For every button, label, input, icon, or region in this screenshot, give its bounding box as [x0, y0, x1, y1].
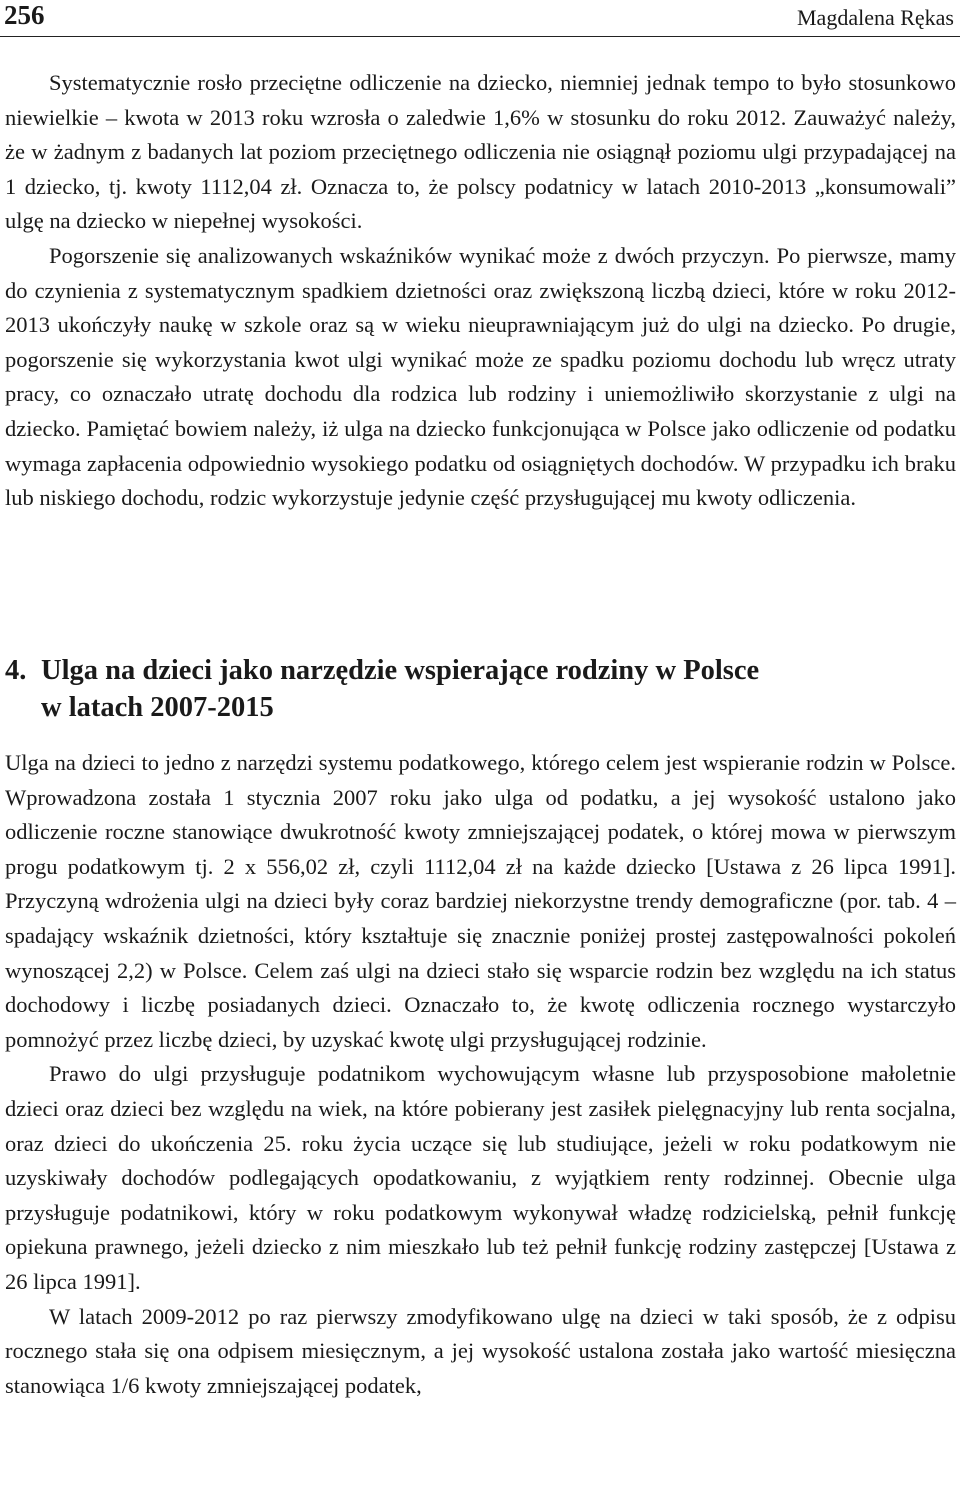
section-number: 4. — [5, 655, 27, 686]
section-title-line2: w latach 2007-2015 — [41, 692, 274, 723]
body-text-top — [5, 66, 956, 516]
page-number: 256 — [4, 0, 45, 30]
body-text-bottom — [5, 746, 956, 1403]
section-heading — [5, 652, 956, 726]
paragraph: W latach 2009-2012 po raz pierwszy zmodyfikowano ulgę na dzieci w taki sposób, że z odpisu rocznego stała się ona odpisem miesięcznym, a jej wysokość ustalona została jako wartość miesięczna stanowiąca 1/6 kwoty zmniejszającej podatek, — [5, 1303, 956, 1398]
paragraph: Pogorszenie się analizowanych wskaźników wynikać może z dwóch przyczyn. Po pierwsze, mamy do czynienia z systematycznym spadkiem dzietności oraz zwiększoną liczbą dzieci, które w roku 2012-2013 ukończyły naukę w szkole oraz są w wieku nieuprawniającym już do ulgi na dziecko. Po drugie, pogorszenie się wykorzystania kwot ulgi wynikać może ze spadku poziomu dochodu lub wręcz utraty pracy, co oznaczało utratę dochodu dla rodzica lub rodziny i uniemożliwiło skorzystanie z ulgi na dziecko. Pamiętać bowiem należy, iż ulga na dziecko funkcjonująca w Polsce jako odliczenie od podatku wymaga zapłacenia odpowiednio wysokiego podatku od osiągniętych dochodów. W przypadku ich braku lub niskiego dochodu, rodzic wykorzystuje jedynie część przysługującej mu kwoty odliczenia. — [5, 242, 956, 511]
page-header — [0, 0, 960, 37]
paragraph: Ulga na dzieci to jedno z narzędzi systemu podatkowego, którego celem jest wspieranie rodzin w Polsce. Wprowadzona została 1 stycznia 2007 roku jako ulga od podatku, a jej wysokość ustalono jako odliczenie roczne stanowiące dwukrotność kwoty zmniejszającej podatek, o której mowa w pierwszym progu podatkowym tj. 2 x 556,02 zł, czyli 1112,04 zł na każde dziecko [Ustawa z 26 lipca 1991]. Przyczyną wdrożenia ulgi na dzieci były coraz bardziej niekorzystne trendy demograficzne (por. tab. 4 – spadający wskaźnik dzietności, który kształtuje się znacznie poniżej prostej zastępowalności pokoleń wynoszącej 2,2) w Polsce. Celem zaś ulgi na dzieci stało się wsparcie rodzin bez względu na ich status dochodowy i liczbę posiadanych dzieci. Oznaczało to, że kwotę odliczenia rocznego wystarczyło pomnożyć przez liczbę dzieci, by uzyskać kwotę ulgi przysługującej rodzinie. — [5, 750, 956, 1052]
paragraph: Systematycznie rosło przeciętne odliczenie na dziecko, niemniej jednak tempo to było stosunkowo niewielkie – kwota w 2013 roku wzrosła o zaledwie 1,6% w stosunku do roku 2012. Zauważyć należy, że w żadnym z badanych lat poziom przeciętnego odliczenia nie osiągnął poziomu ulgi przypadającej na 1 dziecko, tj. kwoty 1112,04 zł. Oznacza to, że polscy podatnicy w latach 2010-2013 „konsumowali” ulgę na dziecko w niepełnej wysokości. — [5, 70, 956, 234]
paragraph: Prawo do ulgi przysługuje podatnikom wychowującym własne lub przysposobione małoletnie dzieci oraz dzieci bez względu na wiek, na które pobierany jest zasiłek pielęgnacyjny lub renta socjalna, oraz dzieci do ukończenia 25. roku życia uczące się lub studiujące, jeżeli w roku podatkowym nie uzyskiwały dochodów podlegających opodatkowaniu, z wyjątkiem renty rodzinnej. Obecnie ulga przysługuje podatnikowi, który w roku podatkowym wykonywał władzę rodzicielską, pełnił funkcję opiekuna prawnego, jeżeli dziecko z nim mieszkało lub też pełnił funkcję rodziny zastępczej [Ustawa z 26 lipca 1991]. — [5, 1061, 956, 1294]
running-head-author: Magdalena Rękas — [797, 5, 954, 30]
section-title-line1: Ulga na dzieci jako narzędzie wspierające rodziny w Polsce — [41, 655, 760, 686]
